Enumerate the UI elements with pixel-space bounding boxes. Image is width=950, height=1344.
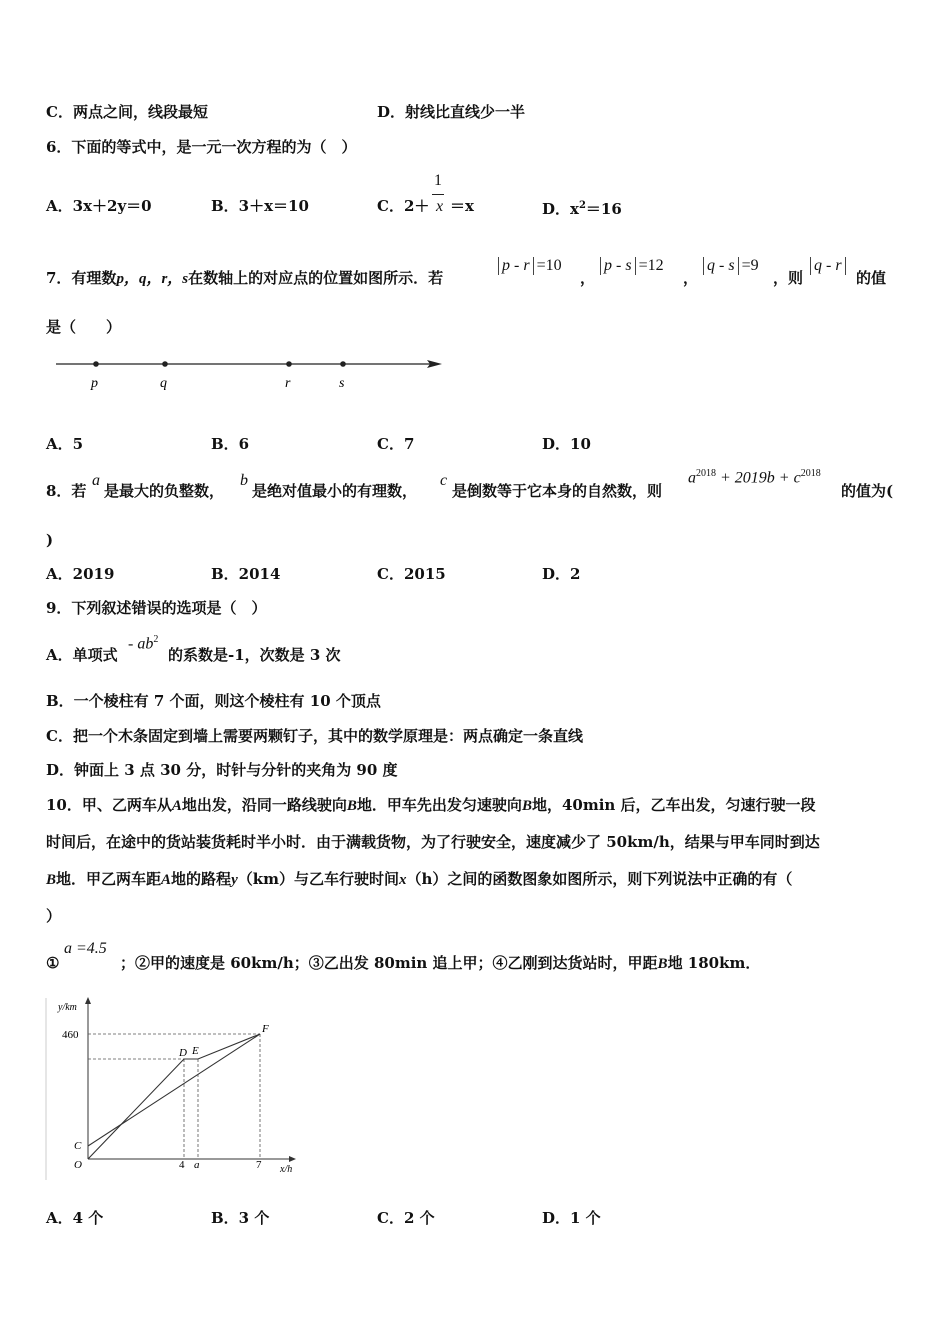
q7-target: q - r (807, 257, 849, 275)
point-e-label: E (192, 1045, 199, 1057)
point-d-label: D (179, 1047, 187, 1059)
x-tick-7: 7 (256, 1159, 262, 1171)
q9-option-a-pre: A．单项式 (46, 646, 118, 664)
label-r: r (285, 376, 291, 391)
q8-number: 8．若 (46, 482, 87, 500)
q9-option-d: D．钟面上 3 点 30 分，时针与分针的夹角为 90 度 (46, 761, 398, 779)
q7-variables: p，q，r，s (116, 271, 189, 287)
q8-var-a: a (92, 472, 100, 489)
x-tick-a: a (194, 1159, 200, 1171)
q9-stem: 9．下列叙述错误的选项是（ ） (46, 599, 267, 617)
point-p (93, 361, 99, 367)
q7-separator-2: ， (683, 269, 699, 287)
q7-stem-end: 的值 (856, 269, 887, 287)
q10-option-c: C．2 个 (377, 1209, 435, 1227)
q8-option-d: D．2 (542, 565, 581, 583)
q10-option-d: D．1 个 (542, 1209, 601, 1227)
q6-fraction-denominator: x (436, 198, 444, 215)
q10-stem-line3: B地．甲乙两车距A地的路程y（km）与乙车行驶时间x（h）之间的函数图象如图所示，则下列说法中正确的有（ (46, 870, 793, 888)
q7-option-c: C．7 (377, 435, 415, 453)
q7-separator-1: ， (580, 269, 596, 287)
q10-option-a: A．4 个 (46, 1209, 104, 1227)
q9-option-a-post: 的系数是-1，次数是 3 次 (168, 646, 341, 664)
q5-option-c: C．两点之间，线段最短 (46, 103, 208, 121)
q7-stem-line2: 是（ ） (46, 318, 122, 336)
q9-option-c: C．把一个木条固定到墙上需要两颗钉子，其中的数学原理是：两点确定一条直线 (46, 727, 583, 745)
q7-option-d: D．10 (542, 435, 591, 453)
q8-option-b: B．2014 (211, 565, 281, 583)
q8-text-2: 是绝对值最小的有理数， (252, 482, 418, 500)
q8-option-a: A．2019 (46, 565, 115, 583)
q6-option-a: A．3x＋2y＝0 (46, 197, 152, 215)
q6-option-d-suffix: ＝16 (585, 200, 622, 218)
q10-claim-1-marker: ① (46, 954, 60, 972)
y-tick-460: 460 (62, 1029, 79, 1041)
q8-text-4: 的值为( (841, 482, 894, 500)
q10-stem-line1: 10．甲、乙两车从A地出发，沿同一路线驶向B地．甲车先出发匀速驶向B地，40min 后，乙车出发，匀速行驶一段 (46, 796, 816, 814)
q9-option-a-math: - $ab^2$ (128, 634, 159, 653)
point-r (286, 361, 292, 367)
q10-option-b: B．3 个 (211, 1209, 270, 1227)
number-line-figure (50, 350, 450, 395)
q7-stem (46, 268, 443, 289)
point-f-label: F (262, 1023, 269, 1035)
q8-expression: $a^{2018} + 2019b + c^{2018}$ (688, 468, 821, 487)
y-axis-arrow (85, 997, 91, 1004)
q6-option-c-suffix: ＝x (450, 197, 474, 215)
label-q: q (160, 376, 167, 391)
q5-option-d: D．射线比直线少一半 (377, 103, 526, 121)
q8-line2: ) (46, 531, 54, 549)
q7-condition-1: p - r =10 (495, 257, 562, 275)
q6-stem: 6．下面的等式中，是一元一次方程的为（ ） (46, 138, 357, 156)
q6-option-d (542, 196, 622, 219)
q7-option-a: A．5 (46, 435, 84, 453)
distance-time-graph (44, 994, 304, 1184)
q8-var-c: c (440, 472, 448, 489)
q10-claims-rest: ；②甲的速度是 60km/h；③乙出发 80min 追上甲；④乙刚到达货站时，甲距B地 180km． (120, 954, 761, 972)
x-tick-4: 4 (179, 1159, 185, 1171)
q6-option-b: B．3＋x＝10 (211, 197, 309, 215)
car-jia-line (88, 1034, 260, 1146)
q10-claim-1-math: a =4.5 (64, 940, 107, 957)
q7-stem-mid: 在数轴上的对应点的位置如图所示．若 (188, 269, 444, 287)
point-s (340, 361, 346, 367)
label-s: s (339, 376, 345, 391)
car-yi-line (88, 1034, 260, 1159)
q7-condition-3: q - s =9 (700, 257, 759, 275)
q7-option-b: B．6 (211, 435, 250, 453)
x-axis-arrow (289, 1156, 296, 1162)
q7-condition-2: p - s =12 (597, 257, 664, 275)
q8-option-c: C．2015 (377, 565, 446, 583)
q8-var-b: b (240, 472, 248, 489)
point-c-label: C (74, 1140, 82, 1152)
q6-option-c-prefix: C．2＋ (377, 197, 430, 215)
q8-text-3: 是倒数等于它本身的自然数，则 (452, 482, 663, 500)
origin-label: O (74, 1159, 82, 1171)
point-q (162, 361, 168, 367)
q10-stem-line2: 时间后，在途中的货站装货耗时半小时．由于满载货物，为了行驶安全，速度减少了 50km/h，结果与甲车同时到达 (46, 833, 820, 851)
q6-option-c (377, 196, 429, 216)
q9-option-b: B．一个棱柱有 7 个面，则这个棱柱有 10 个顶点 (46, 692, 381, 710)
q8-text-1: 是最大的负整数， (104, 482, 225, 500)
q6-option-d-prefix: D．x (542, 200, 579, 218)
q6-fraction-bar (432, 194, 444, 195)
x-axis-label: x/h (280, 1164, 293, 1175)
q6-option-d-exponent: 2 (578, 200, 586, 211)
q6-fraction-numerator: 1 (434, 172, 442, 189)
q7-stem-start: 7．有理数 (46, 269, 117, 287)
label-p: p (91, 376, 98, 391)
q10-stem-line4: ） (46, 907, 62, 925)
y-axis-label: y/km (58, 1002, 77, 1013)
q7-then: ，则 (773, 269, 804, 287)
